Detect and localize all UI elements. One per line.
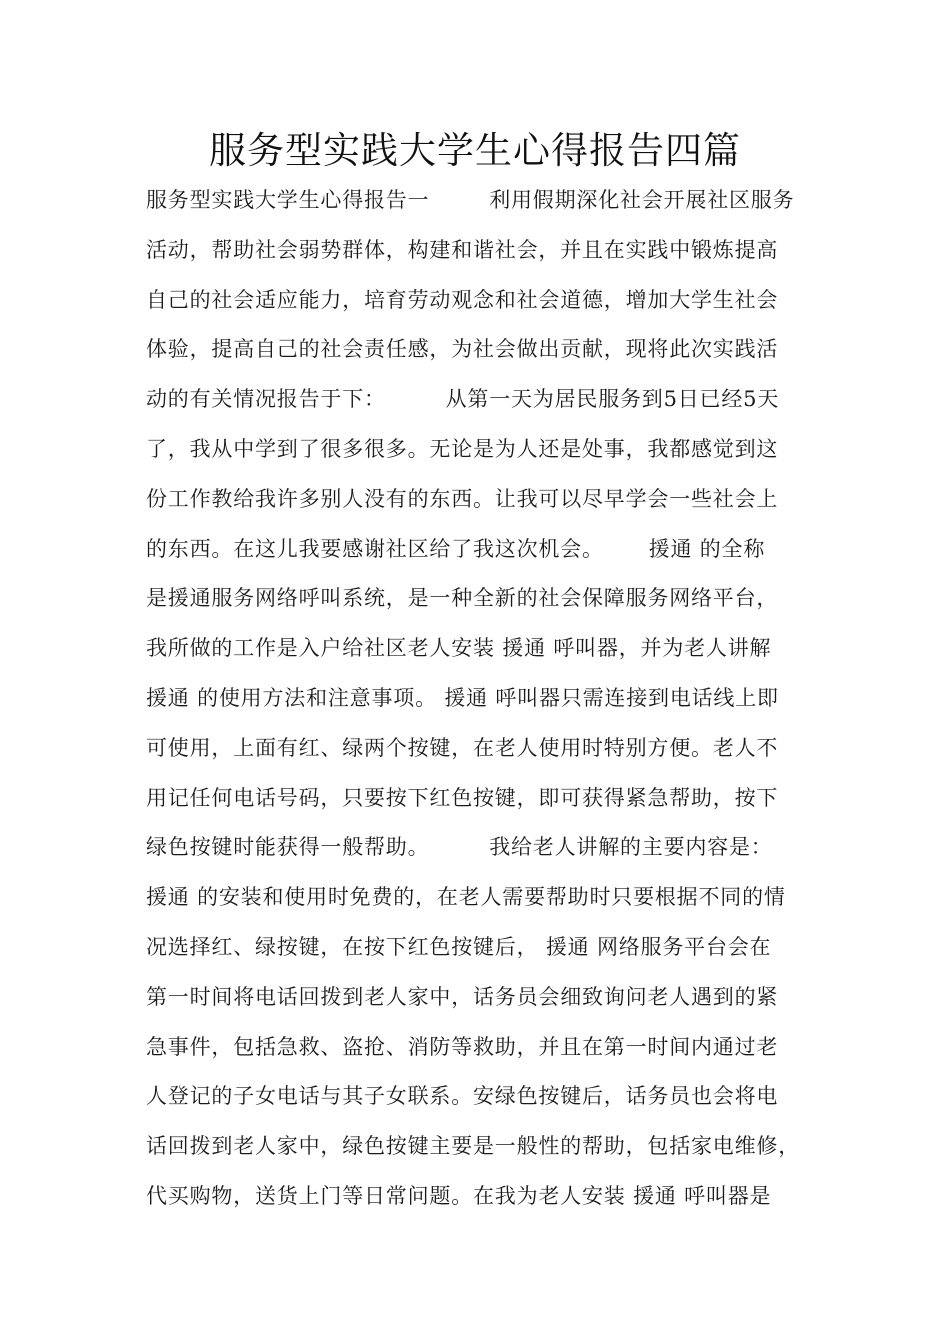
body-line: 自己的社会适应能力，培育劳动观念和社会道德，增加大学生社会 xyxy=(146,287,779,312)
body-line: 份工作教给我许多别人没有的东西。让我可以尽早学会一些社会上 xyxy=(146,486,779,511)
body-line: 的东西。在这儿我要感谢社区给了我这次机会。 援通 的全称 xyxy=(146,536,766,561)
body-line: 用记任何电话号码，只要按下红色按键，即可获得紧急帮助，按下 xyxy=(146,785,779,810)
document-title: 服务型实践大学生心得报告四篇 xyxy=(209,129,741,172)
body-line: 况选择红、绿按键，在按下红色按键后， 援通 网络服务平台会在 xyxy=(146,934,772,959)
body-line: 绿色按键时能获得一般帮助。 我给老人讲解的主要内容是： xyxy=(146,835,773,860)
body-line: 援通 的使用方法和注意事项。 援通 呼叫器只需连接到电话线上即 xyxy=(146,685,779,710)
body-line: 了，我从中学到了很多很多。无论是为人还是处事，我都感觉到这 xyxy=(146,436,779,461)
body-line: 活动，帮助社会弱势群体，构建和谐社会，并且在实践中锻炼提高 xyxy=(146,237,779,262)
body-line: 可使用，上面有红、绿两个按键，在老人使用时特别方便。老人不 xyxy=(146,735,779,760)
body-line: 人登记的子女电话与其子女联系。安绿色按键后，话务员也会将电 xyxy=(146,1084,779,1109)
body-line: 援通 的安装和使用时免费的，在老人需要帮助时只要根据不同的情 xyxy=(146,885,786,910)
body-line: 体验，提高自己的社会责任感，为社会做出贡献，现将此次实践活 xyxy=(146,337,779,362)
body-line: 急事件，包括急救、盗抢、消防等救助，并且在第一时间内通过老 xyxy=(146,1034,779,1059)
body-line: 服务型实践大学生心得报告一 利用假期深化社会开展社区服务 xyxy=(146,188,795,212)
body-line: 话回拨到老人家中，绿色按键主要是一般性的帮助，包括家电维修， xyxy=(146,1134,800,1159)
document-body xyxy=(146,176,816,1222)
body-line: 动的有关情况报告于下： 从第一天为居民服务到5日已经5天 xyxy=(146,387,780,412)
body-line: 第一时间将电话回拨到老人家中，话务员会细致询问老人遇到的紧 xyxy=(146,984,779,1009)
body-line: 是援通服务网络呼叫系统，是一种全新的社会保障服务网络平台， xyxy=(146,586,779,611)
body-line: 代买购物，送货上门等日常问题。在我为老人安装 援通 呼叫器是 xyxy=(146,1183,772,1208)
body-line: 我所做的工作是入户给社区老人安装 援通 呼叫器，并为老人讲解 xyxy=(146,636,772,661)
